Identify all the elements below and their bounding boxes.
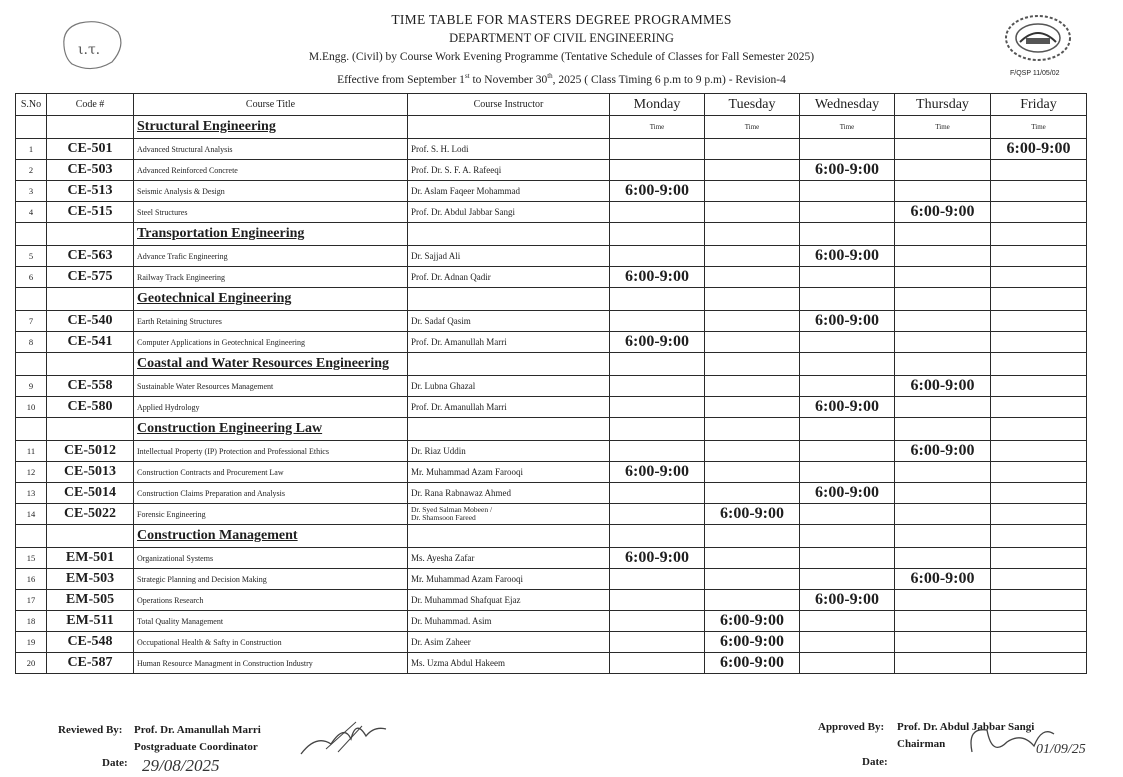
course-title: Advanced Structural Analysis xyxy=(134,139,408,160)
time-label xyxy=(705,223,800,246)
empty-slot xyxy=(610,311,705,332)
approver-name: Prof. Dr. Abdul Jabbar Sangi xyxy=(897,721,1035,733)
section-row xyxy=(16,288,1087,311)
empty-slot xyxy=(895,483,991,504)
serial-number: 17 xyxy=(16,590,47,611)
course-title: Construction Contracts and Procurement Law xyxy=(134,462,408,483)
empty-slot xyxy=(610,160,705,181)
serial-number: 16 xyxy=(16,569,47,590)
empty-slot xyxy=(800,267,895,288)
empty-cell xyxy=(16,223,47,246)
empty-slot xyxy=(705,483,800,504)
empty-slot xyxy=(991,548,1087,569)
empty-slot xyxy=(800,181,895,202)
empty-slot xyxy=(705,462,800,483)
course-code: EM-503 xyxy=(47,569,134,590)
time-label xyxy=(991,288,1087,311)
time-label xyxy=(991,353,1087,376)
course-code: EM-505 xyxy=(47,590,134,611)
serial-number: 15 xyxy=(16,548,47,569)
serial-number: 5 xyxy=(16,246,47,267)
empty-cell xyxy=(16,353,47,376)
course-row xyxy=(16,246,1087,267)
serial-number: 13 xyxy=(16,483,47,504)
header-row xyxy=(16,94,1087,116)
course-code: CE-587 xyxy=(47,653,134,674)
course-row xyxy=(16,483,1087,504)
empty-slot xyxy=(991,441,1087,462)
approver-role: Chairman xyxy=(897,738,946,750)
empty-slot xyxy=(800,376,895,397)
empty-cell xyxy=(47,525,134,548)
course-row xyxy=(16,590,1087,611)
serial-number: 19 xyxy=(16,632,47,653)
course-instructor: Ms. Ayesha Zafar xyxy=(408,548,610,569)
course-instructor: Dr. Sajjad Ali xyxy=(408,246,610,267)
course-row xyxy=(16,267,1087,288)
course-code: CE-575 xyxy=(47,267,134,288)
course-title: Sustainable Water Resources Management xyxy=(134,376,408,397)
section-row xyxy=(16,353,1087,376)
course-code: CE-513 xyxy=(47,181,134,202)
reviewer-signature-icon xyxy=(296,714,396,762)
serial-number: 10 xyxy=(16,397,47,418)
empty-slot xyxy=(610,653,705,674)
course-instructor: Dr. Asim Zaheer xyxy=(408,632,610,653)
section-row xyxy=(16,525,1087,548)
class-slot-wednesday: 6:00-9:00 xyxy=(800,397,895,418)
empty-slot xyxy=(895,332,991,353)
empty-slot xyxy=(800,548,895,569)
empty-slot xyxy=(991,397,1087,418)
empty-slot xyxy=(991,160,1087,181)
course-row xyxy=(16,376,1087,397)
empty-slot xyxy=(800,441,895,462)
review-date-label: Date: xyxy=(102,757,128,769)
course-code: EM-501 xyxy=(47,548,134,569)
course-title: Steel Structures xyxy=(134,202,408,223)
section-heading: Construction Engineering Law xyxy=(134,418,408,441)
instructor-line: Dr. Syed Salman Mobeen / xyxy=(411,505,493,514)
empty-slot xyxy=(895,548,991,569)
approve-date: 01/09/25 xyxy=(1036,742,1086,757)
course-instructor: Prof. Dr. Amanullah Marri xyxy=(408,332,610,353)
course-instructor: Dr. Muhammad Shafquat Ejaz xyxy=(408,590,610,611)
empty-slot xyxy=(705,267,800,288)
time-label xyxy=(895,525,991,548)
serial-number: 14 xyxy=(16,504,47,525)
empty-slot xyxy=(991,504,1087,525)
time-label xyxy=(800,288,895,311)
timetable-title: TIME TABLE FOR MASTERS DEGREE PROGRAMMES xyxy=(391,12,732,27)
time-label xyxy=(610,223,705,246)
empty-slot xyxy=(705,569,800,590)
empty-cell xyxy=(47,418,134,441)
empty-slot xyxy=(705,246,800,267)
empty-slot xyxy=(800,653,895,674)
time-label xyxy=(800,525,895,548)
course-row xyxy=(16,332,1087,353)
time-label xyxy=(800,418,895,441)
course-code: CE-563 xyxy=(47,246,134,267)
empty-slot xyxy=(705,590,800,611)
class-slot-wednesday: 6:00-9:00 xyxy=(800,160,895,181)
course-title: Advance Trafic Engineering xyxy=(134,246,408,267)
instructor-line: Dr. Shamsoon Fareed xyxy=(411,513,476,522)
course-title: Strategic Planning and Decision Making xyxy=(134,569,408,590)
course-row xyxy=(16,160,1087,181)
col-header-code: Code # xyxy=(47,94,134,116)
empty-slot xyxy=(800,632,895,653)
empty-slot xyxy=(991,311,1087,332)
empty-slot xyxy=(610,632,705,653)
empty-slot xyxy=(991,611,1087,632)
section-heading: Transportation Engineering xyxy=(134,223,408,246)
empty-slot xyxy=(895,160,991,181)
time-label: Time xyxy=(705,116,800,139)
empty-slot xyxy=(705,441,800,462)
course-code: CE-558 xyxy=(47,376,134,397)
course-instructor: Dr. Aslam Faqeer Mohammad xyxy=(408,181,610,202)
class-slot-thursday: 6:00-9:00 xyxy=(895,569,991,590)
course-instructor: Prof. Dr. S. F. A. Rafeeqi xyxy=(408,160,610,181)
empty-cell xyxy=(16,116,47,139)
empty-slot xyxy=(991,653,1087,674)
time-label xyxy=(610,418,705,441)
time-label: Time xyxy=(895,116,991,139)
section-row xyxy=(16,418,1087,441)
course-title: Organizational Systems xyxy=(134,548,408,569)
serial-number: 20 xyxy=(16,653,47,674)
empty-cell xyxy=(47,223,134,246)
empty-cell xyxy=(408,418,610,441)
course-title: Human Resource Managment in Construction Industry xyxy=(134,653,408,674)
course-instructor: Prof. Dr. Adnan Qadir xyxy=(408,267,610,288)
course-code: CE-548 xyxy=(47,632,134,653)
class-slot-wednesday: 6:00-9:00 xyxy=(800,246,895,267)
time-label xyxy=(610,288,705,311)
empty-cell xyxy=(408,353,610,376)
time-label: Time xyxy=(610,116,705,139)
course-row xyxy=(16,181,1087,202)
empty-slot xyxy=(800,611,895,632)
col-header-monday: Monday xyxy=(610,94,705,116)
section-heading: Construction Management xyxy=(134,525,408,548)
serial-number: 7 xyxy=(16,311,47,332)
course-instructor: Dr. Rana Rabnawaz Ahmed xyxy=(408,483,610,504)
empty-cell xyxy=(47,353,134,376)
empty-slot xyxy=(610,202,705,223)
empty-slot xyxy=(705,548,800,569)
time-label xyxy=(610,525,705,548)
empty-slot xyxy=(800,202,895,223)
serial-number: 11 xyxy=(16,441,47,462)
empty-cell xyxy=(47,288,134,311)
empty-slot xyxy=(895,246,991,267)
empty-slot xyxy=(705,376,800,397)
course-row xyxy=(16,611,1087,632)
empty-slot xyxy=(610,569,705,590)
empty-slot xyxy=(895,311,991,332)
course-code: CE-503 xyxy=(47,160,134,181)
class-slot-wednesday: 6:00-9:00 xyxy=(800,311,895,332)
course-instructor: Prof. Dr. Amanullah Marri xyxy=(408,397,610,418)
course-instructor: Mr. Muhammad Azam Farooqi xyxy=(408,569,610,590)
course-code: CE-5013 xyxy=(47,462,134,483)
empty-cell xyxy=(47,116,134,139)
course-title: Forensic Engineering xyxy=(134,504,408,525)
serial-number: 6 xyxy=(16,267,47,288)
col-header-instructor: Course Instructor xyxy=(408,94,610,116)
empty-slot xyxy=(895,653,991,674)
empty-slot xyxy=(895,504,991,525)
col-header-wednesday: Wednesday xyxy=(800,94,895,116)
empty-slot xyxy=(610,611,705,632)
empty-slot xyxy=(991,483,1087,504)
course-code: CE-5012 xyxy=(47,441,134,462)
class-slot-monday: 6:00-9:00 xyxy=(610,332,705,353)
section-row xyxy=(16,223,1087,246)
course-instructor xyxy=(408,504,610,525)
empty-slot xyxy=(895,181,991,202)
serial-number: 18 xyxy=(16,611,47,632)
empty-slot xyxy=(991,332,1087,353)
course-row xyxy=(16,202,1087,223)
empty-cell xyxy=(408,116,610,139)
approve-date-label: Date: xyxy=(862,756,888,768)
time-label: Time xyxy=(991,116,1087,139)
course-instructor: Mr. Muhammad Azam Farooqi xyxy=(408,462,610,483)
empty-slot xyxy=(991,376,1087,397)
empty-slot xyxy=(895,590,991,611)
time-label xyxy=(705,353,800,376)
class-slot-tuesday: 6:00-9:00 xyxy=(705,632,800,653)
serial-number: 4 xyxy=(16,202,47,223)
col-header-friday: Friday xyxy=(991,94,1087,116)
section-heading: Coastal and Water Resources Engineering xyxy=(134,353,408,376)
timetable xyxy=(15,93,1087,674)
empty-slot xyxy=(800,504,895,525)
empty-slot xyxy=(991,202,1087,223)
empty-slot xyxy=(705,202,800,223)
serial-number: 12 xyxy=(16,462,47,483)
class-slot-tuesday: 6:00-9:00 xyxy=(705,504,800,525)
section-heading: Geotechnical Engineering xyxy=(134,288,408,311)
course-code: CE-580 xyxy=(47,397,134,418)
course-title: Advanced Reinforced Concrete xyxy=(134,160,408,181)
course-row xyxy=(16,504,1087,525)
time-label xyxy=(610,353,705,376)
empty-slot xyxy=(610,397,705,418)
approved-by-label: Approved By: xyxy=(818,721,885,733)
empty-slot xyxy=(610,483,705,504)
time-label xyxy=(705,418,800,441)
form-code: F/QSP 11/05/02 xyxy=(1010,70,1060,77)
empty-cell xyxy=(408,223,610,246)
course-title: Computer Applications in Geotechnical Engineering xyxy=(134,332,408,353)
empty-slot xyxy=(800,569,895,590)
course-code: CE-540 xyxy=(47,311,134,332)
serial-number: 2 xyxy=(16,160,47,181)
empty-slot xyxy=(895,462,991,483)
course-instructor: Dr. Lubna Ghazal xyxy=(408,376,610,397)
course-row xyxy=(16,441,1087,462)
class-slot-thursday: 6:00-9:00 xyxy=(895,441,991,462)
col-header-sno: S.No xyxy=(16,94,47,116)
reviewer-name: Prof. Dr. Amanullah Marri xyxy=(134,724,261,736)
course-instructor: Dr. Muhammad. Asim xyxy=(408,611,610,632)
empty-slot xyxy=(610,376,705,397)
col-header-title: Course Title xyxy=(134,94,408,116)
empty-slot xyxy=(991,632,1087,653)
effective-dates: Effective from September 1st to November 30th, 2025 ( Class Timing 6 p.m to 9 p.m) - Revision-4 xyxy=(337,72,786,86)
empty-slot xyxy=(610,246,705,267)
empty-slot xyxy=(991,590,1087,611)
course-title: Earth Retaining Structures xyxy=(134,311,408,332)
course-row xyxy=(16,462,1087,483)
time-label xyxy=(991,223,1087,246)
empty-slot xyxy=(895,632,991,653)
class-slot-monday: 6:00-9:00 xyxy=(610,548,705,569)
time-label xyxy=(895,418,991,441)
col-header-thursday: Thursday xyxy=(895,94,991,116)
course-row xyxy=(16,569,1087,590)
svg-text:ι.τ.: ι.τ. xyxy=(78,42,101,58)
time-label xyxy=(991,418,1087,441)
course-title: Seismic Analysis & Design xyxy=(134,181,408,202)
time-label xyxy=(800,353,895,376)
course-row xyxy=(16,139,1087,160)
class-slot-wednesday: 6:00-9:00 xyxy=(800,590,895,611)
course-code: CE-541 xyxy=(47,332,134,353)
empty-slot xyxy=(610,441,705,462)
class-slot-thursday: 6:00-9:00 xyxy=(895,202,991,223)
serial-number: 9 xyxy=(16,376,47,397)
empty-slot xyxy=(895,397,991,418)
course-title: Railway Track Engineering xyxy=(134,267,408,288)
time-label xyxy=(895,353,991,376)
reviewer-role: Postgraduate Coordinator xyxy=(134,741,258,753)
reviewed-by-label: Reviewed By: xyxy=(58,724,123,736)
department-name: DEPARTMENT OF CIVIL ENGINEERING xyxy=(449,31,674,45)
empty-cell xyxy=(16,418,47,441)
course-title: Applied Hydrology xyxy=(134,397,408,418)
review-date: 29/08/2025 xyxy=(142,756,220,775)
empty-slot xyxy=(610,590,705,611)
course-code: CE-501 xyxy=(47,139,134,160)
time-label xyxy=(991,525,1087,548)
section-row xyxy=(16,116,1087,139)
empty-cell xyxy=(16,288,47,311)
empty-slot xyxy=(991,569,1087,590)
time-label xyxy=(705,525,800,548)
course-row xyxy=(16,397,1087,418)
course-code: CE-5014 xyxy=(47,483,134,504)
empty-slot xyxy=(705,139,800,160)
class-slot-friday: 6:00-9:00 xyxy=(991,139,1087,160)
time-label: Time xyxy=(800,116,895,139)
class-slot-thursday: 6:00-9:00 xyxy=(895,376,991,397)
course-row xyxy=(16,653,1087,674)
course-row xyxy=(16,548,1087,569)
empty-slot xyxy=(991,462,1087,483)
serial-number: 1 xyxy=(16,139,47,160)
empty-slot xyxy=(991,181,1087,202)
time-label xyxy=(895,223,991,246)
time-label xyxy=(705,288,800,311)
course-instructor: Dr. Sadaf Qasim xyxy=(408,311,610,332)
col-header-tuesday: Tuesday xyxy=(705,94,800,116)
course-code: EM-511 xyxy=(47,611,134,632)
course-title: Total Quality Management xyxy=(134,611,408,632)
course-title: Operations Research xyxy=(134,590,408,611)
empty-slot xyxy=(991,246,1087,267)
serial-number: 3 xyxy=(16,181,47,202)
programme-description: M.Engg. (Civil) by Course Work Evening Programme (Tentative Schedule of Classes for Fall Semester 2025) xyxy=(308,51,815,63)
course-row xyxy=(16,311,1087,332)
empty-slot xyxy=(800,139,895,160)
course-code: CE-5022 xyxy=(47,504,134,525)
course-instructor: Prof. S. H. Lodi xyxy=(408,139,610,160)
course-title: Occupational Health & Safty in Construction xyxy=(134,632,408,653)
class-slot-monday: 6:00-9:00 xyxy=(610,181,705,202)
class-slot-monday: 6:00-9:00 xyxy=(610,267,705,288)
class-slot-monday: 6:00-9:00 xyxy=(610,462,705,483)
empty-slot xyxy=(800,462,895,483)
empty-slot xyxy=(705,181,800,202)
course-code: CE-515 xyxy=(47,202,134,223)
empty-cell xyxy=(408,288,610,311)
class-slot-tuesday: 6:00-9:00 xyxy=(705,611,800,632)
empty-slot xyxy=(800,332,895,353)
empty-cell xyxy=(16,525,47,548)
serial-number: 8 xyxy=(16,332,47,353)
time-label xyxy=(800,223,895,246)
course-instructor: Ms. Uzma Abdul Hakeem xyxy=(408,653,610,674)
empty-slot xyxy=(991,267,1087,288)
class-slot-tuesday: 6:00-9:00 xyxy=(705,653,800,674)
empty-slot xyxy=(705,311,800,332)
empty-slot xyxy=(705,160,800,181)
course-instructor: Dr. Riaz Uddin xyxy=(408,441,610,462)
empty-slot xyxy=(895,267,991,288)
course-title: Construction Claims Preparation and Analysis xyxy=(134,483,408,504)
empty-slot xyxy=(895,139,991,160)
empty-slot xyxy=(610,504,705,525)
course-instructor: Prof. Dr. Abdul Jabbar Sangi xyxy=(408,202,610,223)
empty-cell xyxy=(408,525,610,548)
course-title: Intellectual Property (IP) Protection and Professional Ethics xyxy=(134,441,408,462)
empty-slot xyxy=(610,139,705,160)
empty-slot xyxy=(705,397,800,418)
empty-slot xyxy=(705,332,800,353)
time-label xyxy=(895,288,991,311)
course-row xyxy=(16,632,1087,653)
section-heading: Structural Engineering xyxy=(134,116,408,139)
empty-slot xyxy=(895,611,991,632)
class-slot-wednesday: 6:00-9:00 xyxy=(800,483,895,504)
